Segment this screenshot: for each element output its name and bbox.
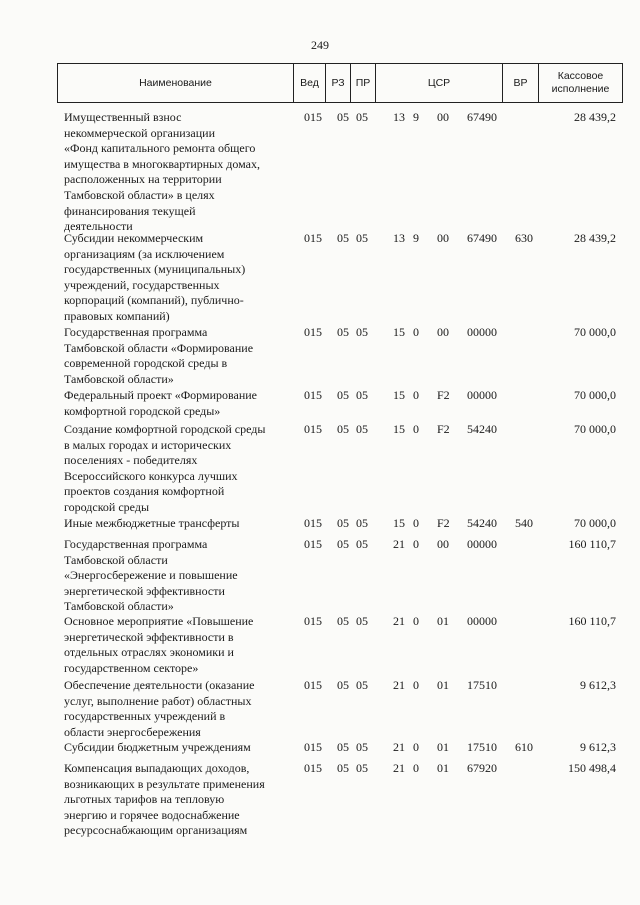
row-name-line: государственных учреждений в xyxy=(64,709,226,724)
row-name-line: государственном секторе» xyxy=(64,660,199,675)
row-amount: 160 110,7 xyxy=(568,614,616,628)
row-csr-subprogram: 0 xyxy=(413,516,419,530)
row-csr-direction: 00000 xyxy=(467,325,497,339)
row-csr-program: 13 xyxy=(393,110,405,124)
row-rz: 05 xyxy=(337,516,349,530)
row-name-line: Тамбовской области xyxy=(64,552,168,567)
row-amount: 160 110,7 xyxy=(568,537,616,551)
row-name-line: Тамбовской области «Формирование xyxy=(64,340,254,355)
row-name-line: Тамбовской области» xyxy=(64,599,174,614)
row-pr: 05 xyxy=(356,761,368,775)
row-amount: 70 000,0 xyxy=(574,422,616,436)
row-name-line: Субсидии некоммерческим xyxy=(64,231,204,245)
row-name-line: «Фонд капитального ремонта общего xyxy=(64,141,256,156)
row-csr-measure: 00 xyxy=(437,325,449,339)
row-name xyxy=(64,761,296,839)
row-ved: 015 xyxy=(304,422,322,436)
row-name-line: услуг, выполнение работ) областных xyxy=(64,693,252,708)
row-csr-direction: 00000 xyxy=(467,614,497,628)
row-pr: 05 xyxy=(356,516,368,530)
row-name-line: энергетической эффективности xyxy=(64,583,225,598)
row-csr-program: 15 xyxy=(393,325,405,339)
row-vr: 630 xyxy=(515,231,533,245)
row-vr: 610 xyxy=(515,740,533,754)
row-csr-direction: 67920 xyxy=(467,761,497,775)
row-csr-measure: 01 xyxy=(437,740,449,754)
row-ved: 015 xyxy=(304,110,322,124)
row-name xyxy=(64,740,296,756)
row-csr-measure: F2 xyxy=(437,422,450,436)
row-amount: 150 498,4 xyxy=(568,761,616,775)
row-ved: 015 xyxy=(304,388,322,402)
row-csr-subprogram: 9 xyxy=(413,110,419,124)
row-csr-program: 21 xyxy=(393,537,405,551)
row-csr-measure: F2 xyxy=(437,516,450,530)
row-rz: 05 xyxy=(337,110,349,124)
row-pr: 05 xyxy=(356,614,368,628)
row-name-line: государственных (муниципальных) xyxy=(64,262,246,277)
row-amount: 28 439,2 xyxy=(574,231,616,245)
row-pr: 05 xyxy=(356,740,368,754)
page-number: 249 xyxy=(311,38,329,52)
row-amount: 70 000,0 xyxy=(574,516,616,530)
row-name xyxy=(64,614,296,676)
row-name-line: Иные межбюджетные трансферты xyxy=(64,516,240,530)
row-csr-direction: 67490 xyxy=(467,110,497,124)
row-name xyxy=(64,231,296,325)
row-csr-subprogram: 0 xyxy=(413,325,419,339)
row-name-line: льготных тарифов на тепловую xyxy=(64,792,225,807)
row-rz: 05 xyxy=(337,537,349,551)
header-name: Наименование xyxy=(57,63,293,103)
row-rz: 05 xyxy=(337,761,349,775)
row-ved: 015 xyxy=(304,231,322,245)
row-csr-program: 13 xyxy=(393,231,405,245)
row-rz: 05 xyxy=(337,325,349,339)
row-csr-measure: 00 xyxy=(437,231,449,245)
row-name-line: энергетической эффективности в xyxy=(64,629,234,644)
header-amount: Кассовое исполнение xyxy=(538,63,623,103)
row-rz: 05 xyxy=(337,614,349,628)
row-name xyxy=(64,388,296,419)
row-csr-subprogram: 0 xyxy=(413,740,419,754)
row-name-line: деятельности xyxy=(64,219,133,234)
header-pr: ПР xyxy=(350,63,375,103)
row-name-line: Федеральный проект «Формирование xyxy=(64,388,258,402)
row-csr-direction: 54240 xyxy=(467,516,497,530)
row-csr-direction: 00000 xyxy=(467,537,497,551)
row-csr-measure: 01 xyxy=(437,761,449,775)
row-csr-subprogram: 0 xyxy=(413,761,419,775)
row-name-line: Государственная программа xyxy=(64,537,208,551)
row-name-line: финансирования текущей xyxy=(64,203,196,218)
row-pr: 05 xyxy=(356,325,368,339)
row-name-line: расположенных на территории xyxy=(64,172,222,187)
row-csr-program: 15 xyxy=(393,422,405,436)
row-name-line: городской среды xyxy=(64,499,150,514)
row-name xyxy=(64,537,296,615)
row-ved: 015 xyxy=(304,740,322,754)
header-csr: ЦСР xyxy=(375,63,502,103)
row-name-line: поселениях - победителях xyxy=(64,453,198,468)
row-ved: 015 xyxy=(304,678,322,692)
row-csr-measure: 01 xyxy=(437,614,449,628)
row-name-line: корпораций (компаний), публично- xyxy=(64,293,244,308)
row-csr-direction: 17510 xyxy=(467,740,497,754)
row-rz: 05 xyxy=(337,388,349,402)
row-name-line: энергию и горячее водоснабжение xyxy=(64,807,240,822)
row-name-line: Компенсация выпадающих доходов, xyxy=(64,761,250,775)
row-rz: 05 xyxy=(337,740,349,754)
row-pr: 05 xyxy=(356,537,368,551)
row-name xyxy=(64,678,296,740)
row-name-line: отдельных отраслях экономики и xyxy=(64,645,234,660)
row-csr-subprogram: 0 xyxy=(413,422,419,436)
header-vr: ВР xyxy=(502,63,538,103)
row-rz: 05 xyxy=(337,422,349,436)
row-name-line: правовых компаний) xyxy=(64,308,170,323)
row-name-line: учреждений, государственных xyxy=(64,277,220,292)
row-csr-direction: 54240 xyxy=(467,422,497,436)
row-ved: 015 xyxy=(304,537,322,551)
row-csr-program: 15 xyxy=(393,516,405,530)
row-name-line: области энергосбережения xyxy=(64,724,201,739)
row-name-line: проектов создания комфортной xyxy=(64,484,225,499)
row-rz: 05 xyxy=(337,678,349,692)
row-name xyxy=(64,422,296,516)
row-ved: 015 xyxy=(304,761,322,775)
header-rz: РЗ xyxy=(325,63,350,103)
row-name-line: Субсидии бюджетным учреждениям xyxy=(64,740,251,754)
row-csr-direction: 67490 xyxy=(467,231,497,245)
row-csr-subprogram: 0 xyxy=(413,537,419,551)
row-name-line: Основное мероприятие «Повышение xyxy=(64,614,254,628)
row-name-line: Обеспечение деятельности (оказание xyxy=(64,678,255,692)
row-ved: 015 xyxy=(304,325,322,339)
row-name-line: ресурсоснабжающим организациям xyxy=(64,823,248,838)
row-csr-measure: F2 xyxy=(437,388,450,402)
row-vr: 540 xyxy=(515,516,533,530)
row-pr: 05 xyxy=(356,388,368,402)
row-amount: 28 439,2 xyxy=(574,110,616,124)
row-ved: 015 xyxy=(304,614,322,628)
row-name-line: в малых городах и исторических xyxy=(64,437,232,452)
row-amount: 9 612,3 xyxy=(580,678,616,692)
row-pr: 05 xyxy=(356,231,368,245)
row-amount: 70 000,0 xyxy=(574,325,616,339)
row-name xyxy=(64,110,296,235)
row-pr: 05 xyxy=(356,678,368,692)
row-csr-measure: 00 xyxy=(437,110,449,124)
row-name xyxy=(64,325,296,387)
row-name-line: комфортной городской среды» xyxy=(64,403,221,418)
row-name-line: Создание комфортной городской среды xyxy=(64,422,266,436)
row-name-line: Всероссийского конкурса лучших xyxy=(64,468,238,483)
row-csr-program: 21 xyxy=(393,614,405,628)
row-csr-subprogram: 0 xyxy=(413,678,419,692)
header-ved: Вед xyxy=(293,63,325,103)
row-csr-subprogram: 0 xyxy=(413,614,419,628)
row-name-line: Тамбовской области» xyxy=(64,371,174,386)
row-amount: 9 612,3 xyxy=(580,740,616,754)
row-name-line: Государственная программа xyxy=(64,325,208,339)
row-amount: 70 000,0 xyxy=(574,388,616,402)
row-csr-direction: 00000 xyxy=(467,388,497,402)
row-name-line: имущества в многоквартирных домах, xyxy=(64,156,260,171)
row-ved: 015 xyxy=(304,516,322,530)
row-pr: 05 xyxy=(356,422,368,436)
row-csr-direction: 17510 xyxy=(467,678,497,692)
row-csr-subprogram: 0 xyxy=(413,388,419,402)
row-csr-program: 21 xyxy=(393,761,405,775)
row-name-line: возникающих в результате применения xyxy=(64,776,265,791)
row-csr-program: 15 xyxy=(393,388,405,402)
row-name-line: «Энергосбережение и повышение xyxy=(64,568,238,583)
row-name-line: Тамбовской области» в целях xyxy=(64,187,215,202)
row-csr-program: 21 xyxy=(393,678,405,692)
row-name-line: Имущественный взнос xyxy=(64,110,182,124)
row-csr-subprogram: 9 xyxy=(413,231,419,245)
row-name-line: некоммерческой организации xyxy=(64,125,216,140)
row-csr-measure: 00 xyxy=(437,537,449,551)
row-name xyxy=(64,516,296,532)
row-pr: 05 xyxy=(356,110,368,124)
row-csr-program: 21 xyxy=(393,740,405,754)
row-name-line: организациям (за исключением xyxy=(64,246,225,261)
row-csr-measure: 01 xyxy=(437,678,449,692)
row-name-line: современной городской среды в xyxy=(64,356,228,371)
row-rz: 05 xyxy=(337,231,349,245)
